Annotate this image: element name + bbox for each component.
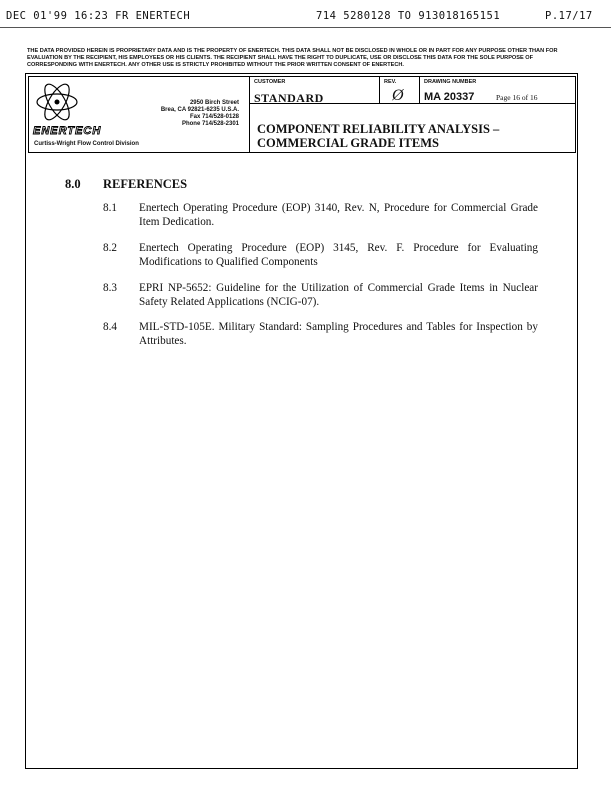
revision-label: REV. xyxy=(384,79,397,85)
document-title xyxy=(257,122,499,150)
fax-divider xyxy=(0,27,611,28)
reference-number: 8.4 xyxy=(103,321,117,333)
customer-value: STANDARD xyxy=(254,91,324,105)
atom-logo-icon xyxy=(33,81,81,123)
title-block xyxy=(28,76,576,153)
drawing-number-value: MA 20337 xyxy=(424,91,475,103)
fax-date-time: DEC 01'99 16:23 FR ENERTECH xyxy=(6,10,191,22)
revision-cell xyxy=(380,77,420,104)
division-name: Curtiss-Wright Flow Control Division xyxy=(34,141,139,147)
phone-number: Phone 714/528-2301 xyxy=(181,121,239,127)
company-logo-text: ENERTECH xyxy=(33,125,102,137)
page-of-count: Page 16 of 16 xyxy=(496,93,538,102)
fax-number: Fax 714/528-0128 xyxy=(189,114,239,120)
section-number: 8.0 xyxy=(65,177,81,191)
document-title-line-1: COMPONENT RELIABILITY ANALYSIS – xyxy=(257,122,500,136)
company-address xyxy=(111,100,239,128)
address-line-1: 2950 Birch Street xyxy=(189,100,239,106)
reference-number: 8.3 xyxy=(103,282,117,294)
document-title-line-2: COMMERCIAL GRADE ITEMS xyxy=(257,136,439,150)
section-heading: REFERENCES xyxy=(103,177,188,191)
fax-page-count: P.17/17 xyxy=(545,10,593,22)
drawing-number-label: DRAWING NUMBER xyxy=(424,79,477,85)
reference-text: EPRI NP-5652: Guideline for the Utilization of Commercial Grade Items in Nuclear Safety Related Applications (NCIG-07). xyxy=(139,282,538,308)
revision-value: Ø xyxy=(392,87,404,104)
reference-number: 8.1 xyxy=(103,202,117,214)
drawing-number-cell xyxy=(420,77,575,104)
company-info xyxy=(29,77,250,152)
address-line-2: Brea, CA 92821-6235 U.S.A. xyxy=(160,107,239,113)
reference-text: MIL-STD-105E. Military Standard: Sampling Procedures and Tables for Inspection by Attributes. xyxy=(139,321,538,347)
proprietary-notice: THE DATA PROVIDED HEREIN IS PROPRIETARY DATA AND IS THE PROPERTY OF ENERTECH. THIS DATA SHALL NOT BE DISCLOSED IN WHOLE OR IN PART FOR ANY PURPOSE OTHER THAN FOR EVALUATION BY THE RECIPIENT, HIS EMPLOYEES OR HIS CLIENTS. THE RECIPIENT SHALL HAVE THE RIGHT TO DUPLICATE, USE OR DISCLOSE THIS DATA FOR THE SOLE PURPOSE OF CORRESPONDING WITH ENERTECH. ANY OTHER USE IS STRICTLY PROHIBITED WITHOUT THE PRIOR WRITTEN CONSENT OF ENERTECH. xyxy=(27,48,558,68)
customer-cell xyxy=(250,77,380,104)
fax-phone-route: 714 5280128 TO 913018165151 xyxy=(316,10,501,22)
reference-text: Enertech Operating Procedure (EOP) 3145, Rev. F. Procedure for Evaluating Modifications to Qualified Components xyxy=(139,242,538,268)
customer-label: CUSTOMER xyxy=(254,79,286,85)
reference-number: 8.2 xyxy=(103,242,117,254)
fax-header xyxy=(0,10,611,24)
reference-text: Enertech Operating Procedure (EOP) 3140, Rev. N, Procedure for Commercial Grade Item Dedication. xyxy=(139,202,538,228)
